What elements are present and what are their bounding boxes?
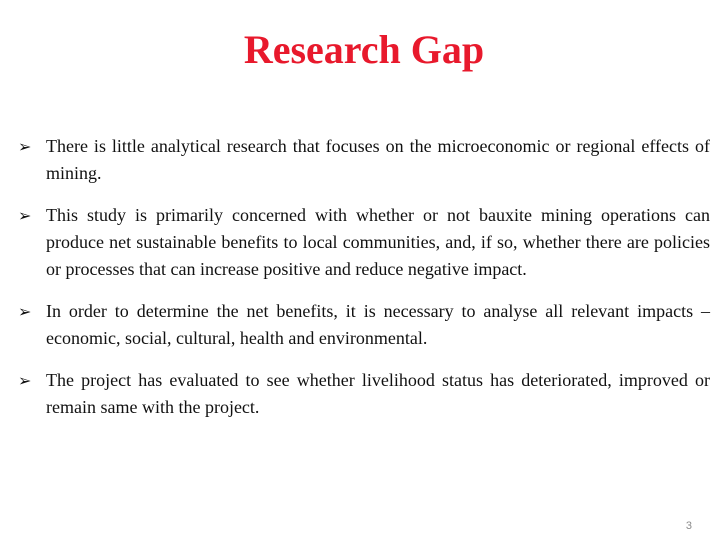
arrow-bullet-icon: ➢	[18, 302, 32, 321]
bullet-text: This study is primarily concerned with whether or not bauxite mining operations can produce net sustainable benefits to local communities, and, if so, whether there are policies or processes that can increase positive and reduce negative impact.	[46, 205, 710, 279]
bullet-list	[18, 133, 710, 436]
page-number: 3	[685, 520, 692, 532]
bullet-item	[18, 202, 710, 283]
bullet-item	[18, 367, 710, 421]
arrow-bullet-icon: ➢	[18, 371, 32, 390]
arrow-bullet-icon: ➢	[18, 137, 32, 156]
bullet-text: The project has evaluated to see whether livelihood status has deteriorated, improved or remain same with the project.	[46, 370, 710, 417]
bullet-text: In order to determine the net benefits, it is necessary to analyse all relevant impacts – economic, social, cultural, health and environmental.	[46, 301, 710, 348]
slide-title: Research Gap	[243, 27, 485, 72]
bullet-item	[18, 298, 710, 352]
arrow-bullet-icon: ➢	[18, 206, 32, 225]
bullet-text: There is little analytical research that focuses on the microeconomic or regional effects of mining.	[46, 136, 710, 183]
bullet-item	[18, 133, 710, 187]
